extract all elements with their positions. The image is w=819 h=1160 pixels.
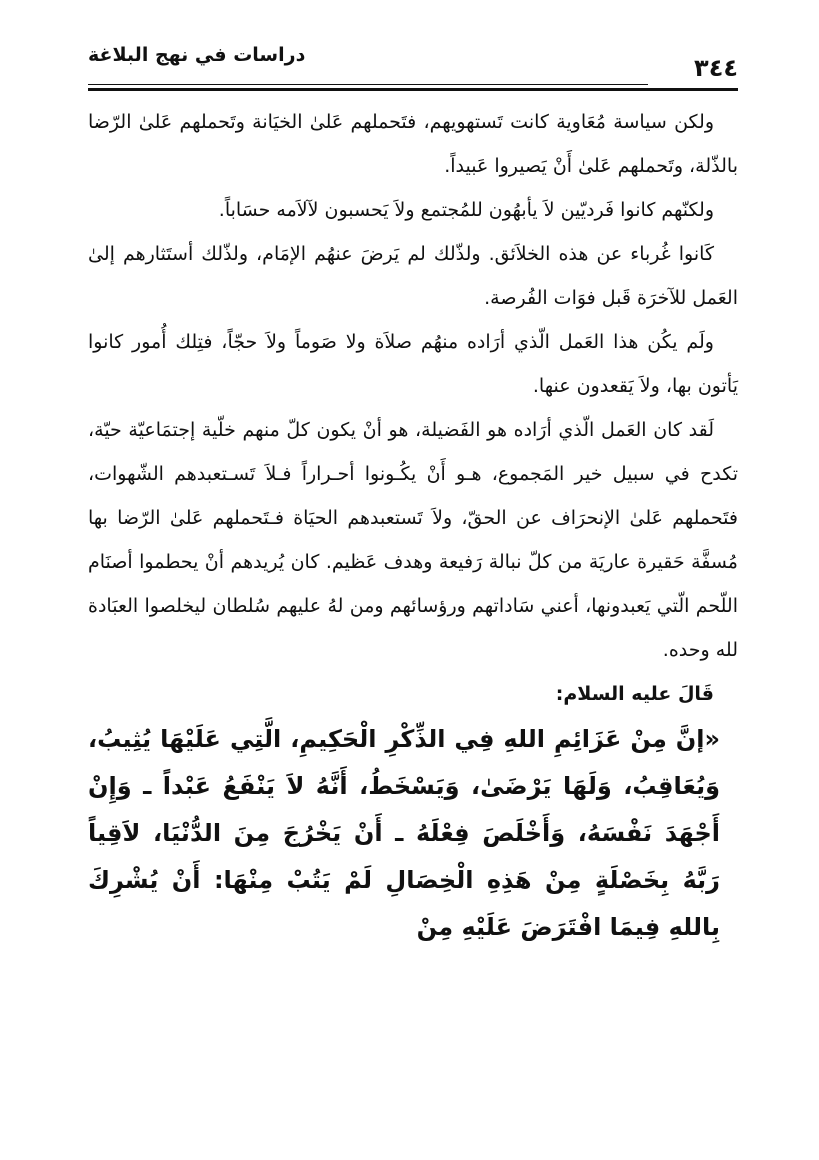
paragraph-3: كَانوا غُرباء عن هذه الخلاَئق. ولذّلك لم يَرضَ عنهُم الإمَام، ولذّلك أستَثارهم إلىٰ العَمل للآخرَة قَبل فوَات الفُرصة.	[88, 243, 738, 309]
page-number: ٣٤٤	[694, 54, 738, 82]
paragraph-5: لَقد كان العَمل الّذي أرَاده هو الفَضيلة، هو أنْ يكون كلّ منهم خلّية إجتمَاعيّة حيّة، تكدح في سبيل خير المَجموع، هـو أَنْ يكُـونوا أحـراراً فـلاَ تَسـتعبدهم الشّهوات، فتَحملهم عَلىٰ الإنحرَاف عن الحقّ، ولاَ تَستعبدهم الحيَاة فـتَحملهم عَلىٰ الرّضا بها مُسفَّة حَقيرة عاريَة من كلّ نبالة رَفيعة وهدف عَظيم. كان يُريدهم أنْ يحطموا أصنَام اللّحم الّتي يَعبدونها، أعني سَاداتهم ورؤسائهم ومن لهُ عليهم سُلطان ليخلصوا العبَادة لله وحده.	[88, 419, 738, 661]
paragraph-1: ولكن سياسة مُعَاوية كانت تَستهويهم، فتَحملهم عَلىٰ الخيَانة وتَحملهم عَلىٰ الرّضا بالذّلة، وتَحملهم عَلىٰ أَنْ يَصيروا عَبيداً.	[88, 111, 738, 177]
sermon-quote: «إنَّ مِنْ عَزَائِمِ اللهِ فِي الذِّكْرِ الْحَكِيمِ، الَّتِي عَلَيْهَا يُثِيبُ، وَيُعَاقِبُ، وَلَهَا يَرْضَىٰ، وَيَسْخَطُ، أَنَّهُ لاَ يَنْفَعُ عَبْداً ـ وَإِنْ أَجْهَدَ نَفْسَهُ، وَأَخْلَصَ فِعْلَهُ ـ أَنْ يَخْرُجَ مِنَ الدُّنْيَا، لاَقِياً رَبَّهُ بِخَصْلَةٍ مِنْ هَذِهِ الْخِصَالِ لَمْ يَتُبْ مِنْهَا: أَنْ يُشْرِكَ بِاللهِ فِيمَا افْتَرَضَ عَلَيْهِ مِنْ	[88, 725, 720, 941]
quote-intro: قَالَ عليه السلام:	[555, 683, 714, 705]
paragraph-2: ولكنّهم كانوا فَرديّين لاَ يأبهُون للمُجتمع ولاَ يَحسبون لآلاَمه حسَاباً.	[218, 199, 714, 221]
page-body	[88, 100, 738, 951]
header-rule-thick	[88, 88, 738, 91]
page-header	[88, 38, 738, 82]
paragraph-4: ولَم يكُن هذا العَمل الّذي أرَاده منهُم صلاَة ولا صَوماً ولاَ حجّاً، فتِلك أُمور كانوا يَأتون بها، ولاَ يَقعدون عنها.	[88, 331, 738, 397]
book-title: دراسات في نهج البلاغة	[88, 44, 306, 66]
header-rule-thin	[88, 84, 648, 85]
